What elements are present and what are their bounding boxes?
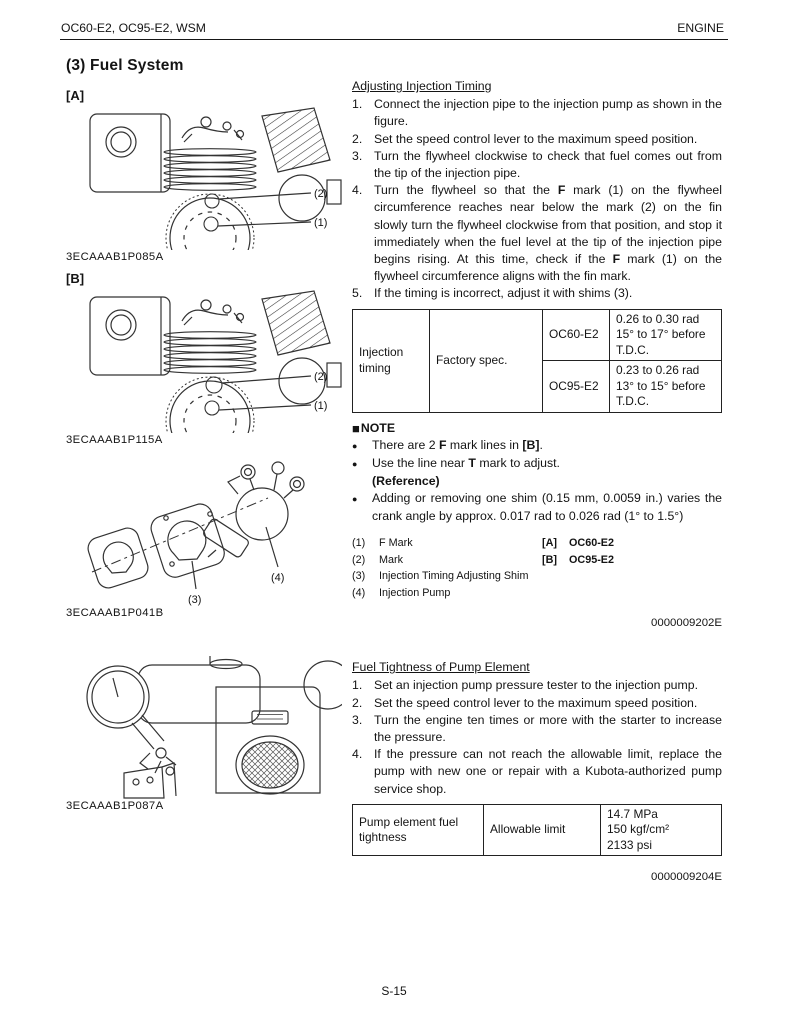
table-model-cell: OC95-E2 [543, 361, 610, 413]
table-row-header: Pump element fuel tightness [353, 804, 484, 856]
step-text: If the timing is incorrect, adjust it with shims (3). [374, 286, 633, 301]
figure-legend [352, 535, 722, 602]
step-item [352, 712, 722, 746]
legend-label: Injection Timing Adjusting Shim [379, 570, 529, 583]
table-spec-label: Allowable limit [484, 804, 601, 856]
step-number: 5. [352, 286, 363, 301]
injection-pump-shim-illustration [66, 454, 342, 606]
note-header [352, 420, 722, 437]
table-value-cell [610, 309, 722, 361]
legend-label: F Mark [379, 536, 413, 549]
table-value-line: 0.26 to 0.30 rad [616, 311, 700, 326]
text-column [352, 78, 722, 887]
table-value-line: 150 kgf/cm² [607, 822, 670, 837]
injection-timing-table [352, 309, 722, 413]
step-item [352, 96, 722, 130]
heading-adjusting-injection-timing: Adjusting Injection Timing [352, 79, 492, 93]
legend-key: [B] [542, 553, 557, 566]
step-item [352, 746, 722, 798]
legend-item [352, 585, 542, 602]
step-item [352, 148, 722, 182]
pressure-tester-illustration [66, 653, 342, 799]
step-number: 2. [352, 695, 363, 710]
bullet-icon: ● [352, 459, 358, 470]
callout-2-label: (2) [314, 188, 328, 200]
figure-b [66, 271, 348, 446]
step-number: 1. [352, 678, 363, 693]
step-item [352, 285, 722, 302]
note-title: NOTE [360, 420, 396, 435]
table-spec-label: Factory spec. [430, 309, 543, 412]
header-rule [60, 39, 728, 40]
legend-item [352, 535, 542, 552]
legend-key: (2) [352, 553, 366, 566]
document-code: 0000009202E [651, 617, 722, 630]
step-item [352, 182, 722, 285]
note-text: There are 2 F mark lines in [B]. [372, 437, 543, 452]
pump-tightness-table [352, 804, 722, 857]
header-model-title: OC60-E2, OC95-E2, WSM [61, 21, 206, 35]
callout-1-label: (1) [314, 217, 328, 229]
legend-callouts [352, 535, 542, 602]
legend-key: (4) [352, 587, 366, 600]
table-value-line: 14.7 MPa [607, 806, 658, 821]
figure-b-label: [B] [66, 271, 85, 286]
step-text: Connect the injection pipe to the injection pump as shown in the figure. [374, 97, 722, 129]
page-header [61, 21, 724, 35]
step-text: Turn the flywheel clockwise to check that fuel comes out from the tip of the injection pipe. [374, 148, 722, 181]
step-text: Turn the engine ten times or more with the starter to increase the pressure. [374, 712, 722, 745]
figure-a-label: [A] [66, 88, 85, 103]
table-value-cell [610, 361, 722, 413]
note-item [352, 455, 722, 473]
table-value-line: 15° to 17° before T.D.C. [616, 327, 706, 357]
note-square-icon: ■ [352, 420, 360, 436]
reference-label: (Reference) [372, 474, 440, 489]
note-item [352, 490, 722, 524]
legend-item [542, 535, 614, 552]
table-value-line: 2133 psi [607, 837, 652, 852]
step-number: 4. [352, 747, 363, 762]
callout-1-label: (1) [314, 400, 328, 412]
header-section-name: ENGINE [677, 21, 724, 35]
legend-key: (3) [352, 570, 366, 583]
step-text: Set the speed control lever to the maximum speed position. [374, 695, 698, 710]
table-row-header: Injection timing [353, 309, 430, 412]
page-title: (3) Fuel System [66, 57, 184, 74]
engine-side-view-illustration-a [66, 104, 342, 250]
legend-key: (1) [352, 536, 366, 549]
step-number: 4. [352, 183, 363, 198]
step-item [352, 131, 722, 148]
callout-3-label: (3) [188, 594, 202, 606]
figure-b-caption: 3ECAAAB1P115A [66, 434, 163, 446]
callout-2-label: (2) [314, 371, 328, 383]
figure-a-caption: 3ECAAAB1P085A [66, 251, 164, 263]
legend-label: OC95-E2 [569, 553, 615, 566]
step-text: Set the speed control lever to the maximum speed position. [374, 131, 698, 146]
callout-4-label: (4) [271, 572, 285, 584]
table-model-cell: OC60-E2 [543, 309, 610, 361]
legend-label: Mark [379, 553, 403, 566]
figure-d [66, 653, 348, 812]
heading-fuel-tightness: Fuel Tightness of Pump Element [352, 660, 530, 675]
note-text: Adding or removing one shim (0.15 mm, 0.0059 in.) varies the crank angle by approx. 0.017 rad to 0.026 rad (1° to 1.5°) [372, 491, 722, 523]
engine-side-view-illustration-b [66, 287, 342, 433]
document-code: 0000009204E [651, 871, 722, 884]
step-number: 3. [352, 712, 363, 727]
figure-c-caption: 3ECAAAB1P041B [66, 607, 164, 619]
figure-column [66, 88, 348, 820]
figure-d-caption: 3ECAAAB1P087A [66, 800, 164, 812]
table-value-cell [601, 804, 722, 856]
step-text: If the pressure can not reach the allowable limit, replace the pump with new one or repair with a Kubota-authorized pump service shop. [374, 747, 722, 796]
legend-label: OC60-E2 [569, 536, 615, 549]
table-value-line: 0.23 to 0.26 rad [616, 363, 700, 378]
note-item [352, 437, 722, 455]
step-number: 1. [352, 97, 363, 112]
page-number: S-15 [381, 984, 407, 998]
legend-item [352, 568, 542, 585]
step-number: 3. [352, 148, 363, 163]
note-text: Use the line near T mark to adjust. [372, 456, 560, 471]
step-item [352, 677, 722, 694]
figure-a [66, 88, 348, 263]
figure-c [66, 454, 348, 619]
step-text: Set an injection pump pressure tester to the injection pump. [374, 678, 699, 693]
legend-key: [A] [542, 536, 557, 549]
legend-item [352, 552, 542, 569]
table-value-line: 13° to 15° before T.D.C. [616, 378, 706, 409]
bullet-icon: ● [352, 440, 358, 451]
legend-item [542, 552, 614, 569]
legend-figure-refs [542, 535, 614, 602]
step-number: 2. [352, 131, 363, 146]
step-item [352, 695, 722, 712]
step-text: Turn the flywheel so that the F mark (1) on the flywheel circumference reaches near below the mark (2) on the fin slowly turn the flywheel clockwise from that position, and stop it immediately when the fuel level at the tip of the injection pipe begins rising. At this time, check if the F mark (1) on the flywheel circumference aligns with the fin mark. [374, 183, 722, 284]
bullet-icon: ● [352, 494, 358, 505]
fuel-tightness-section [352, 659, 722, 886]
legend-label: Injection Pump [379, 587, 451, 600]
